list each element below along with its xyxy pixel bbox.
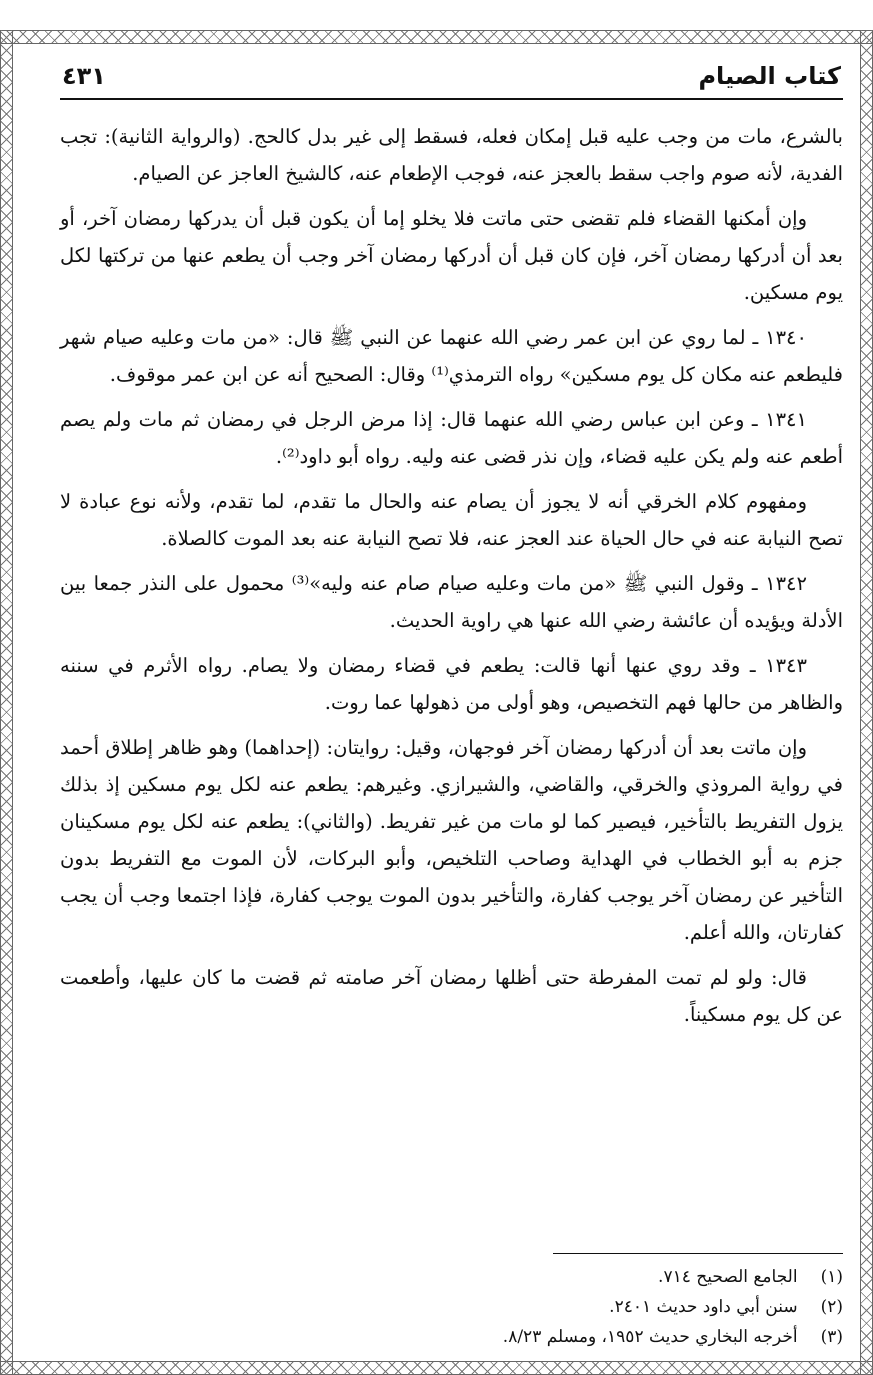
page-header [60,58,843,100]
paragraph: ومفهوم كلام الخرقي أنه لا يجوز أن يصام عنه والحال ما تقدم، لما تقدم، ولأنه نوع عبادة لا تصح النيابة عنه في حال الحياة عند العجز عنه، فلا تصح النيابة عنه بعد الموت كالصلاة. [60,490,843,550]
paragraph: بالشرع، مات من وجب عليه قبل إمكان فعله، فسقط إلى غير بدل كالحج. (والرواية الثانية): تجب الفدية، لأنه صوم واجب سقط بالعجز عنه، فوجب الإطعام عنه، كالشيخ العاجز عن الصيام. [60,125,843,185]
footnote-marker: (٣) [820,1327,843,1347]
paragraph: ١٣٤٣ ـ وقد روي عنها أنها قالت: يطعم في قضاء رمضان ولا يصام. رواه الأثرم في سننه والظاهر من حالها فهم التخصيص، وهو أولى من ذهولها عما روت. [60,654,843,714]
decorative-border-top [0,30,873,44]
book-title: كتاب الصيام [698,62,841,90]
paragraph: قال: ولو لم تمت المفرطة حتى أظلها رمضان آخر صامته ثم قضت ما كان عليها، وأطعمت عن كل يوم مسكيناً. [60,966,843,1026]
footnote-text: أخرجه البخاري حديث ١٩٥٢، ومسلم ٨/٢٣. [502,1327,798,1347]
main-text [60,118,843,1041]
footnote-item [83,1292,843,1322]
paragraph: ١٣٤١ ـ وعن ابن عباس رضي الله عنهما قال: إذا مرض الرجل في رمضان ثم مات ولم يصم أطعم عنه ولم يكن عليه قضاء، وإن نذر قضى عنه وليه. رواه أبو داود⁽²⁾. [60,408,843,468]
footnote-marker: (٢) [820,1297,843,1317]
paragraph: ١٣٤٠ ـ لما روي عن ابن عمر رضي الله عنهما عن النبي ﷺ قال: «من مات وعليه صيام شهر فليطعم عنه مكان كل يوم مسكين» رواه الترمذي⁽¹⁾ وقال: الصحيح أنه عن ابن عمر موقوف. [60,326,843,386]
page-number: ٤٣١ [62,62,106,90]
footnote-marker: (١) [820,1267,843,1287]
paragraph: وإن ماتت بعد أن أدركها رمضان آخر فوجهان، وقيل: روايتان: (إحداهما) وهو ظاهر إطلاق أحمد في رواية المروذي والخرقي، والقاضي، والشيرازي. وغيرهم: يطعم عنه لكل يوم مسكين إذ بذلك يزول التفريط بالتأخير، فيصير كما لو مات من غير تفريط. (والثاني): يطعم عنه لكل يوم مسكينان جزم به أبو الخطاب في الهداية وصاحب التلخيص، وأبو البركات، لأن الموت مع التفريط بدون التأخير عن رمضان آخر يوجب كفارة، والتأخير بدون الموت يوجب كفارة، فإذا اجتمعا وجب أن يجب كفارتان، والله أعلم. [60,736,843,944]
footnotes [83,1262,843,1352]
footnote-separator [553,1253,843,1254]
footnote-item [83,1322,843,1352]
decorative-border-right [860,30,873,1375]
decorative-border-left [0,30,13,1375]
paragraph: ١٣٤٢ ـ وقول النبي ﷺ «من مات وعليه صيام صام عنه وليه»⁽³⁾ محمول على النذر جمعا بين الأدلة ويؤيده أن عائشة رضي الله عنها هي راوية الحديث. [60,572,843,632]
footnote-text: سنن أبي داود حديث ٢٤٠١. [609,1297,798,1317]
decorative-border-bottom [0,1361,873,1375]
footnote-text: الجامع الصحيح ٧١٤. [658,1267,798,1287]
footnote-item [83,1262,843,1292]
paragraph: وإن أمكنها القضاء فلم تقضى حتى ماتت فلا يخلو إما أن يكون قبل أن يدركها رمضان آخر، أو بعد أن أدركها رمضان آخر، فإن كان قبل أن أدركها رمضان آخر وجب أن يطعم عنها من تركتها لكل يوم مسكين. [60,207,843,304]
